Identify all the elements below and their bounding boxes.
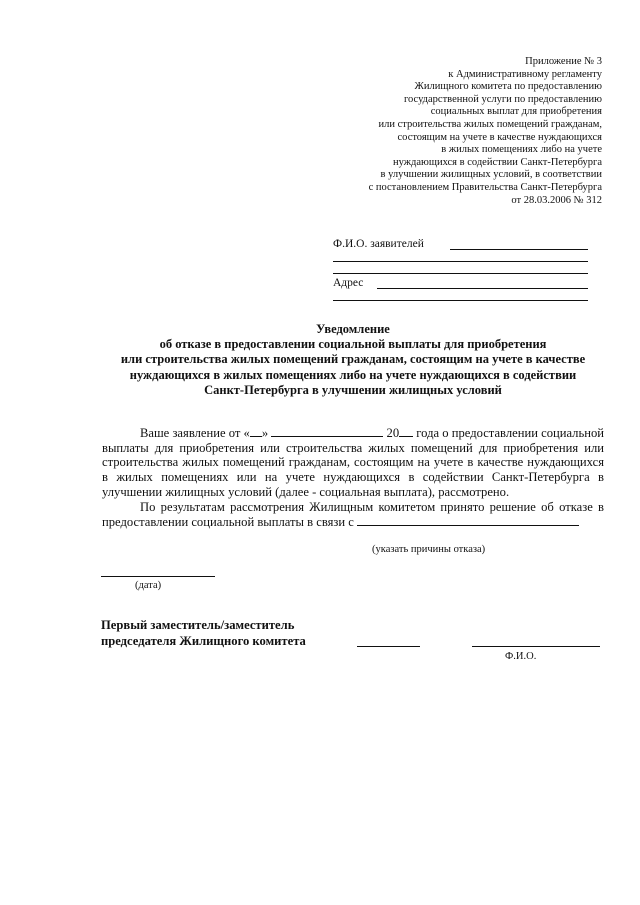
applicant-fio-field[interactable] (450, 238, 588, 250)
month-field[interactable] (271, 425, 383, 437)
annex-line: с постановлением Правительства Санкт-Петербурга (368, 181, 602, 193)
day-field[interactable] (250, 425, 262, 437)
applicant-fio-label: Ф.И.О. заявителей (333, 238, 424, 250)
annex-line: государственной услуги по предоставлению (404, 93, 602, 105)
annex-line: социальных выплат для приобретения (430, 106, 602, 118)
p2-text: По результатам рассмотрения Жилищным комитетом принято решение об отказе в предоставлении социальной выплаты в связи с (102, 499, 604, 530)
signatory-fio-field[interactable] (472, 636, 600, 647)
title-line: об отказе в предоставлении социальной выплаты для приобретения (159, 337, 547, 352)
applicant-block (333, 236, 588, 301)
signatory-fio-caption: Ф.И.О. (505, 651, 537, 662)
title-line: или строительства жилых помещений гражданам, состоящим на учете в качестве (120, 352, 586, 367)
address-label: Адрес (333, 277, 364, 289)
signature-field[interactable] (357, 636, 420, 647)
p1-text-b: » (261, 426, 269, 440)
date-field[interactable] (101, 566, 215, 577)
p1-text-d: года о предоставлении социальной выплаты для приобретения или строительства жилых помещений для приобретения или строительства жилых помещений гражданам, состоящим на учете в качестве нуждающихся в жилых помещениях или на учете нуждающихся в содействии Санкт-Петербурга в улучшении жилищных условий (далее - социальная выплата), рассмотрено. (102, 426, 604, 499)
date-label: (дата) (135, 580, 162, 591)
annex-line: от 28.03.2006 № 312 (511, 194, 602, 206)
annex-line: к Административному регламенту (448, 68, 602, 80)
address-field[interactable] (377, 277, 588, 289)
paragraph-decision (102, 500, 604, 530)
p1-text-a: Ваше заявление от « (140, 426, 250, 440)
annex-line: в жилых помещениях либо на учете (441, 144, 602, 156)
title-line: Санкт-Петербурга в улучшении жилищных условий (204, 382, 502, 397)
signatory-title (101, 617, 306, 649)
annex-line: Жилищного комитета по предоставлению (414, 81, 602, 93)
reason-hint: (указать причины отказа) (372, 544, 486, 555)
year-field[interactable] (399, 425, 413, 437)
signatory-line-2: председателя Жилищного комитета (101, 634, 306, 648)
notice-body (102, 425, 604, 530)
applicant-fio-field-2[interactable] (333, 250, 588, 262)
address-field-2[interactable] (333, 289, 588, 301)
applicant-fio-field-3[interactable] (333, 262, 588, 274)
title-line: Уведомление (316, 322, 390, 336)
annex-line: или строительства жилых помещений гражданам, (378, 118, 602, 130)
annex-line: нуждающихся в содействии Санкт-Петербурга (393, 156, 602, 168)
reason-field[interactable] (357, 514, 579, 526)
notice-title (100, 322, 606, 398)
annex-header (302, 56, 602, 207)
p1-year-prefix: 20 (386, 426, 400, 440)
paragraph-application (102, 425, 604, 500)
signatory-line-1: Первый заместитель/заместитель (101, 618, 295, 632)
annex-line: в улучшении жилищных условий, в соответствии (380, 169, 602, 181)
title-line: нуждающихся в жилых помещениях либо на учете нуждающихся в содействии (129, 367, 577, 382)
annex-line: Приложение № 3 (525, 56, 602, 67)
annex-line: состоящим на учете в качестве нуждающихся (397, 131, 602, 143)
